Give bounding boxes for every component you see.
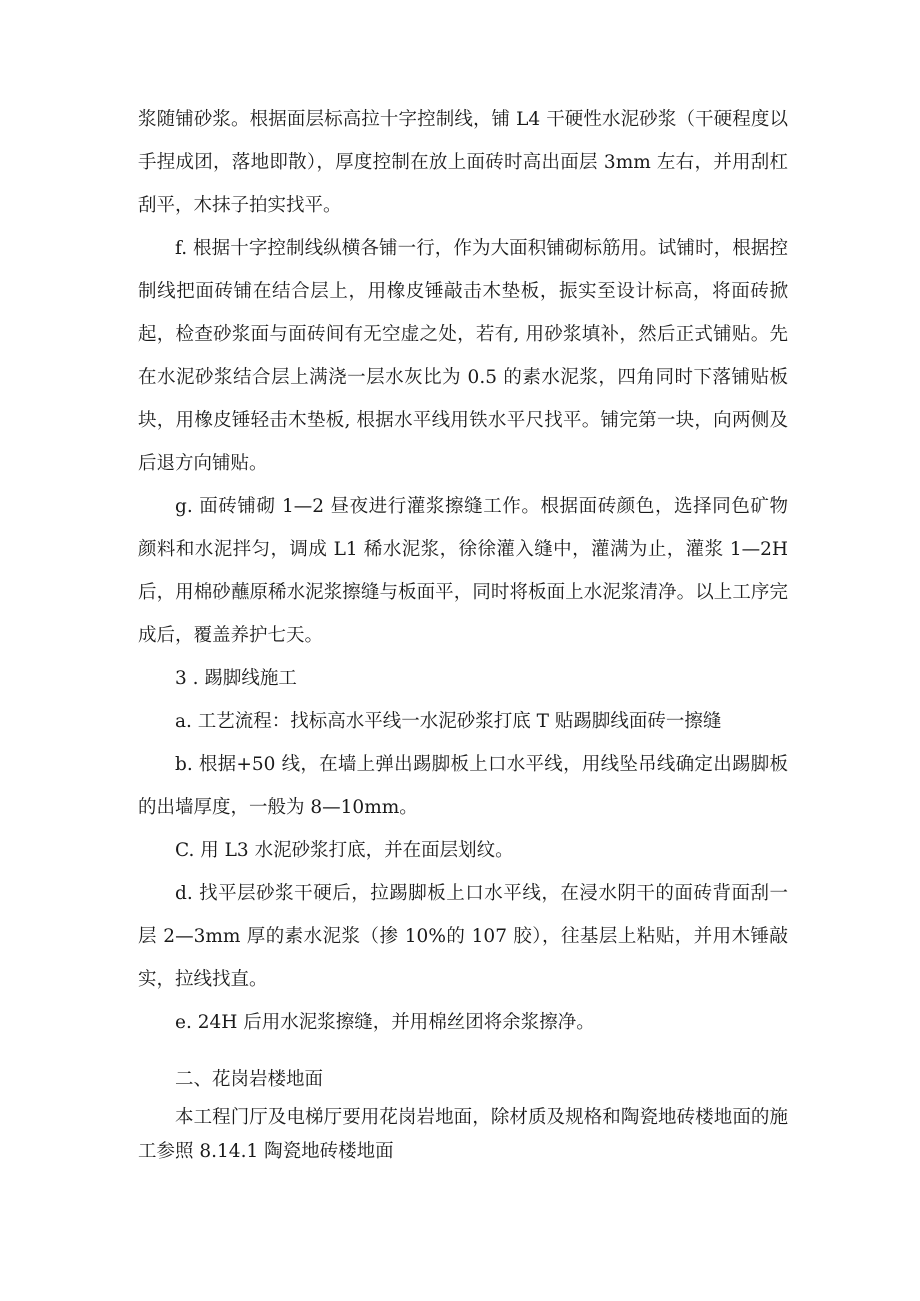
- paragraph-step-f: f. 根据十字控制线纵横各铺一行，作为大面积铺砌标筋用。试铺时，根据控制线把面砖铺在结合层上，用橡皮锤敲击木垫板，振实至设计标高，将面砖掀起，检查砂浆面与面砖间有无空虚之处，若有, 用砂浆填补，然后正式铺贴。先在水泥砂浆结合层上满浇一层水灰比为 0.5 的素水泥浆，四角同时下落铺贴板块，用橡皮锤轻击木垫板, 根据水平线用铁水平尺找平。铺完第一块，向两侧及后退方向铺贴。: [138, 238, 788, 474]
- paragraph-step-e: e. 24H 后用水泥浆擦缝，并用棉丝团将余浆擦净。: [175, 1012, 595, 1033]
- paragraph-granite-description: 本工程门厅及电梯厅要用花岗岩地面，除材质及规格和陶瓷地砖楼地面的施工参照 8.14.1 陶瓷地砖楼地面: [138, 1107, 788, 1162]
- paragraph-mortar-laying: 浆随铺砂浆。根据面层标高拉十字控制线，铺 L4 干硬性水泥砂浆（干硬程度以手捏成团，落地即散），厚度控制在放上面砖时高出面层 3mm 左右，并用刮杠刮平，木抹子拍实找平。: [138, 109, 788, 216]
- paragraph-step-a: a. 工艺流程：找标高水平线一水泥砂浆打底 T 贴踢脚线面砖一擦缝: [175, 711, 722, 732]
- paragraph-step-c: C. 用 L3 水泥砂浆打底，并在面层划纹。: [175, 840, 514, 861]
- document-body: [138, 98, 788, 1169]
- paragraph-step-g: g. 面砖铺砌 1—2 昼夜进行灌浆擦缝工作。根据面砖颜色，选择同色矿物颜料和水泥拌匀，调成 L1 稀水泥浆，徐徐灌入缝中，灌满为止，灌浆 1—2H 后，用棉砂蘸原稀水泥浆擦缝与板面平，同时将板面上水泥浆清净。以上工序完成后，覆盖养护七天。: [138, 496, 788, 646]
- paragraph-step-d: d. 找平层砂浆干硬后，拉踢脚板上口水平线，在浸水阴干的面砖背面刮一层 2—3mm 厚的素水泥浆（掺 10%的 107 胶），往基层上粘贴，并用木锤敲实，拉线找直。: [138, 883, 788, 990]
- heading-skirting-construction: 3 . 踢脚线施工: [175, 668, 297, 689]
- paragraph-step-b: b. 根据+50 线，在墙上弹出踢脚板上口水平线，用线坠吊线确定出踢脚板的出墙厚度，一般为 8—10mm。: [138, 754, 788, 818]
- heading-granite-floor: 二、花岗岩楼地面: [175, 1069, 324, 1090]
